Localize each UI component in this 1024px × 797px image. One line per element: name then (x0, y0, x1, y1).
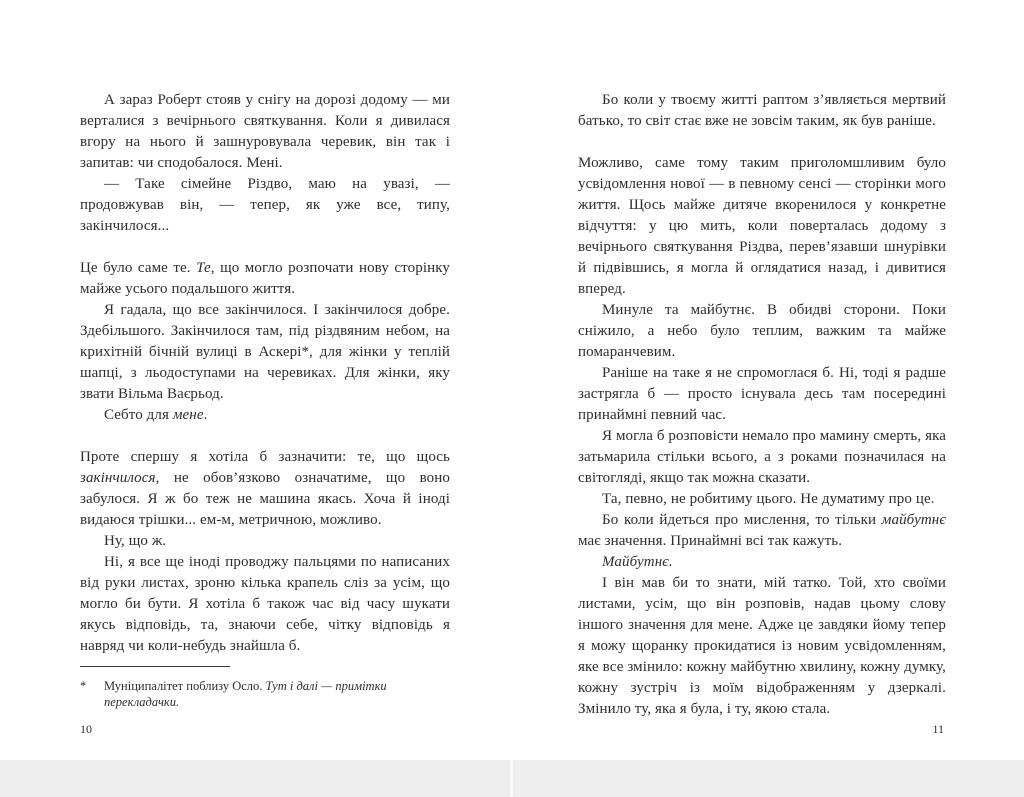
paragraph (578, 489, 946, 510)
text-run: — Таке сімейне Різдво, маю на увазі, — продовжував він, — тепер, як уже все, типу, закінчилося... (80, 176, 450, 234)
text-run: Це було саме те. (80, 260, 197, 276)
text-run: Себто для (104, 407, 173, 423)
text-run: Можливо, саме тому таким приголомшливим було усвідомлення нової — в певному сенсі — сторінки мого життя. Щось майже дитяче вкоренилося у конкретне відчуття: у цю мить, коли поверталась додому з вечірнього святкування Різдва, перев’язавши шнурівки й підвівшись, я могла й оглядатися назад, і дивитися вперед. (578, 155, 946, 297)
paragraph (578, 300, 946, 363)
page-number-left: 10 (80, 722, 92, 736)
page-left-text (80, 90, 450, 657)
text-run: Муніципалітет поблизу Осло. (104, 679, 266, 693)
paragraph (578, 426, 946, 489)
paragraph (578, 552, 946, 573)
next-page-edge (0, 760, 1024, 797)
text-run: Ну, що ж. (104, 533, 167, 549)
footnote-marker: * (80, 679, 87, 693)
paragraph (80, 531, 450, 552)
paragraph (80, 552, 450, 657)
text-run-italic: Майбутнє. (602, 554, 673, 570)
text-run: А зараз Роберт стояв у снігу на дорозі додому — ми верталися з вечірнього святкування. Коли я дивилася вгору на нього й зашнуровувала черевик, він так і запитав: чи сподобалося. Мені. (80, 92, 450, 171)
text-run-italic: майбутнє (881, 512, 946, 528)
text-run: Проте спершу я хотіла б зазначити: те, що щось (80, 449, 450, 465)
text-run-italic: Тут і далі — примітки перекладачки. (104, 679, 387, 709)
text-run: І він мав би то знати, мій татко. Той, хто своїми листами, усім, що він розповів, надав цьому слову іншого значення для мене. Адже це завдяки йому тепер я можу щоранку прокидатися із новим усвідомленням, яке все змінило: кожну майбутню хвилину, кожну думку, кожну зустріч із моїм відображенням у дзеркалі. Змінило ту, яка я була, і ту, якою стала. (578, 575, 946, 717)
text-run: Бо коли у твоєму житті раптом з’являється мертвий батько, то світ стає вже не зовсім таким, як був раніше. (578, 92, 946, 129)
paragraph (80, 90, 450, 174)
text-run: Та, певно, не робитиму цього. Не думатиму про це. (602, 491, 935, 507)
text-run: Раніше на таке я не спромоглася б. Ні, тоді я радше застрягла б — просто існувала десь там посередині принаймні певний час. (578, 365, 946, 423)
text-run: , що могло розпочати нову сторінку майже усього подальшого життя. (80, 260, 450, 297)
page-right-text (578, 90, 946, 720)
paragraph (578, 573, 946, 720)
text-run: Я могла б розповісти немало про мамину смерть, яка затьмарила стільки всього, а з роками позначилася на світогляді, якщо так можна сказати. (578, 428, 946, 486)
page-number-right: 11 (932, 722, 944, 736)
paragraph (578, 363, 946, 426)
text-run: Я гадала, що все закінчилося. І закінчилося добре. Здебільшого. Закінчилося там, під різдвяним небом, на крихітній бічній вулиці в Аскері*, для жінки у теплій шапці, з льодоступами на черевиках. Для жінки, яку звати Вільма Ваєрьод. (80, 302, 450, 402)
text-run-italic: мене (172, 407, 204, 423)
text-run: Бо коли йдеться про мислення, то тільки (602, 512, 882, 528)
paragraph (578, 90, 946, 132)
text-run: , не обов’язково означатиме, що воно забулося. Я ж бо теж не машина якась. Хоча й іноді видаюся трішки... ем-м, метричною, можливо. (80, 470, 450, 528)
text-run: Минуле та майбутнє. В обидві сторони. Поки сніжило, а небо було теплим, важким та майже помаранчевим. (578, 302, 946, 360)
footnote-rule (80, 666, 230, 667)
paragraph (578, 510, 946, 552)
text-run: має значення. Принаймні всі так кажуть. (578, 533, 843, 549)
text-run: Ні, я все ще іноді проводжу пальцями по написаних від руки листах, зроню кілька крапель сліз за усім, що могло би бути. Я хотіла б також час від часу шукати якусь відповідь, та, знаючи себе, чітку відповідь я навряд чи коли-небудь знайшла б. (80, 554, 450, 654)
text-run-italic: закінчилося (80, 470, 156, 486)
footnote-block (80, 666, 450, 710)
footnote (80, 678, 450, 710)
paragraph (578, 153, 946, 300)
text-run: . (203, 407, 208, 423)
page-right (512, 0, 1024, 760)
paragraph (80, 447, 450, 531)
paragraph (80, 300, 450, 405)
text-run-italic: Те (196, 260, 211, 276)
paragraph (80, 174, 450, 237)
page-left (0, 0, 512, 760)
paragraph (80, 405, 450, 426)
footnote-text (104, 678, 450, 710)
paragraph (80, 258, 450, 300)
page-gap (510, 760, 513, 797)
